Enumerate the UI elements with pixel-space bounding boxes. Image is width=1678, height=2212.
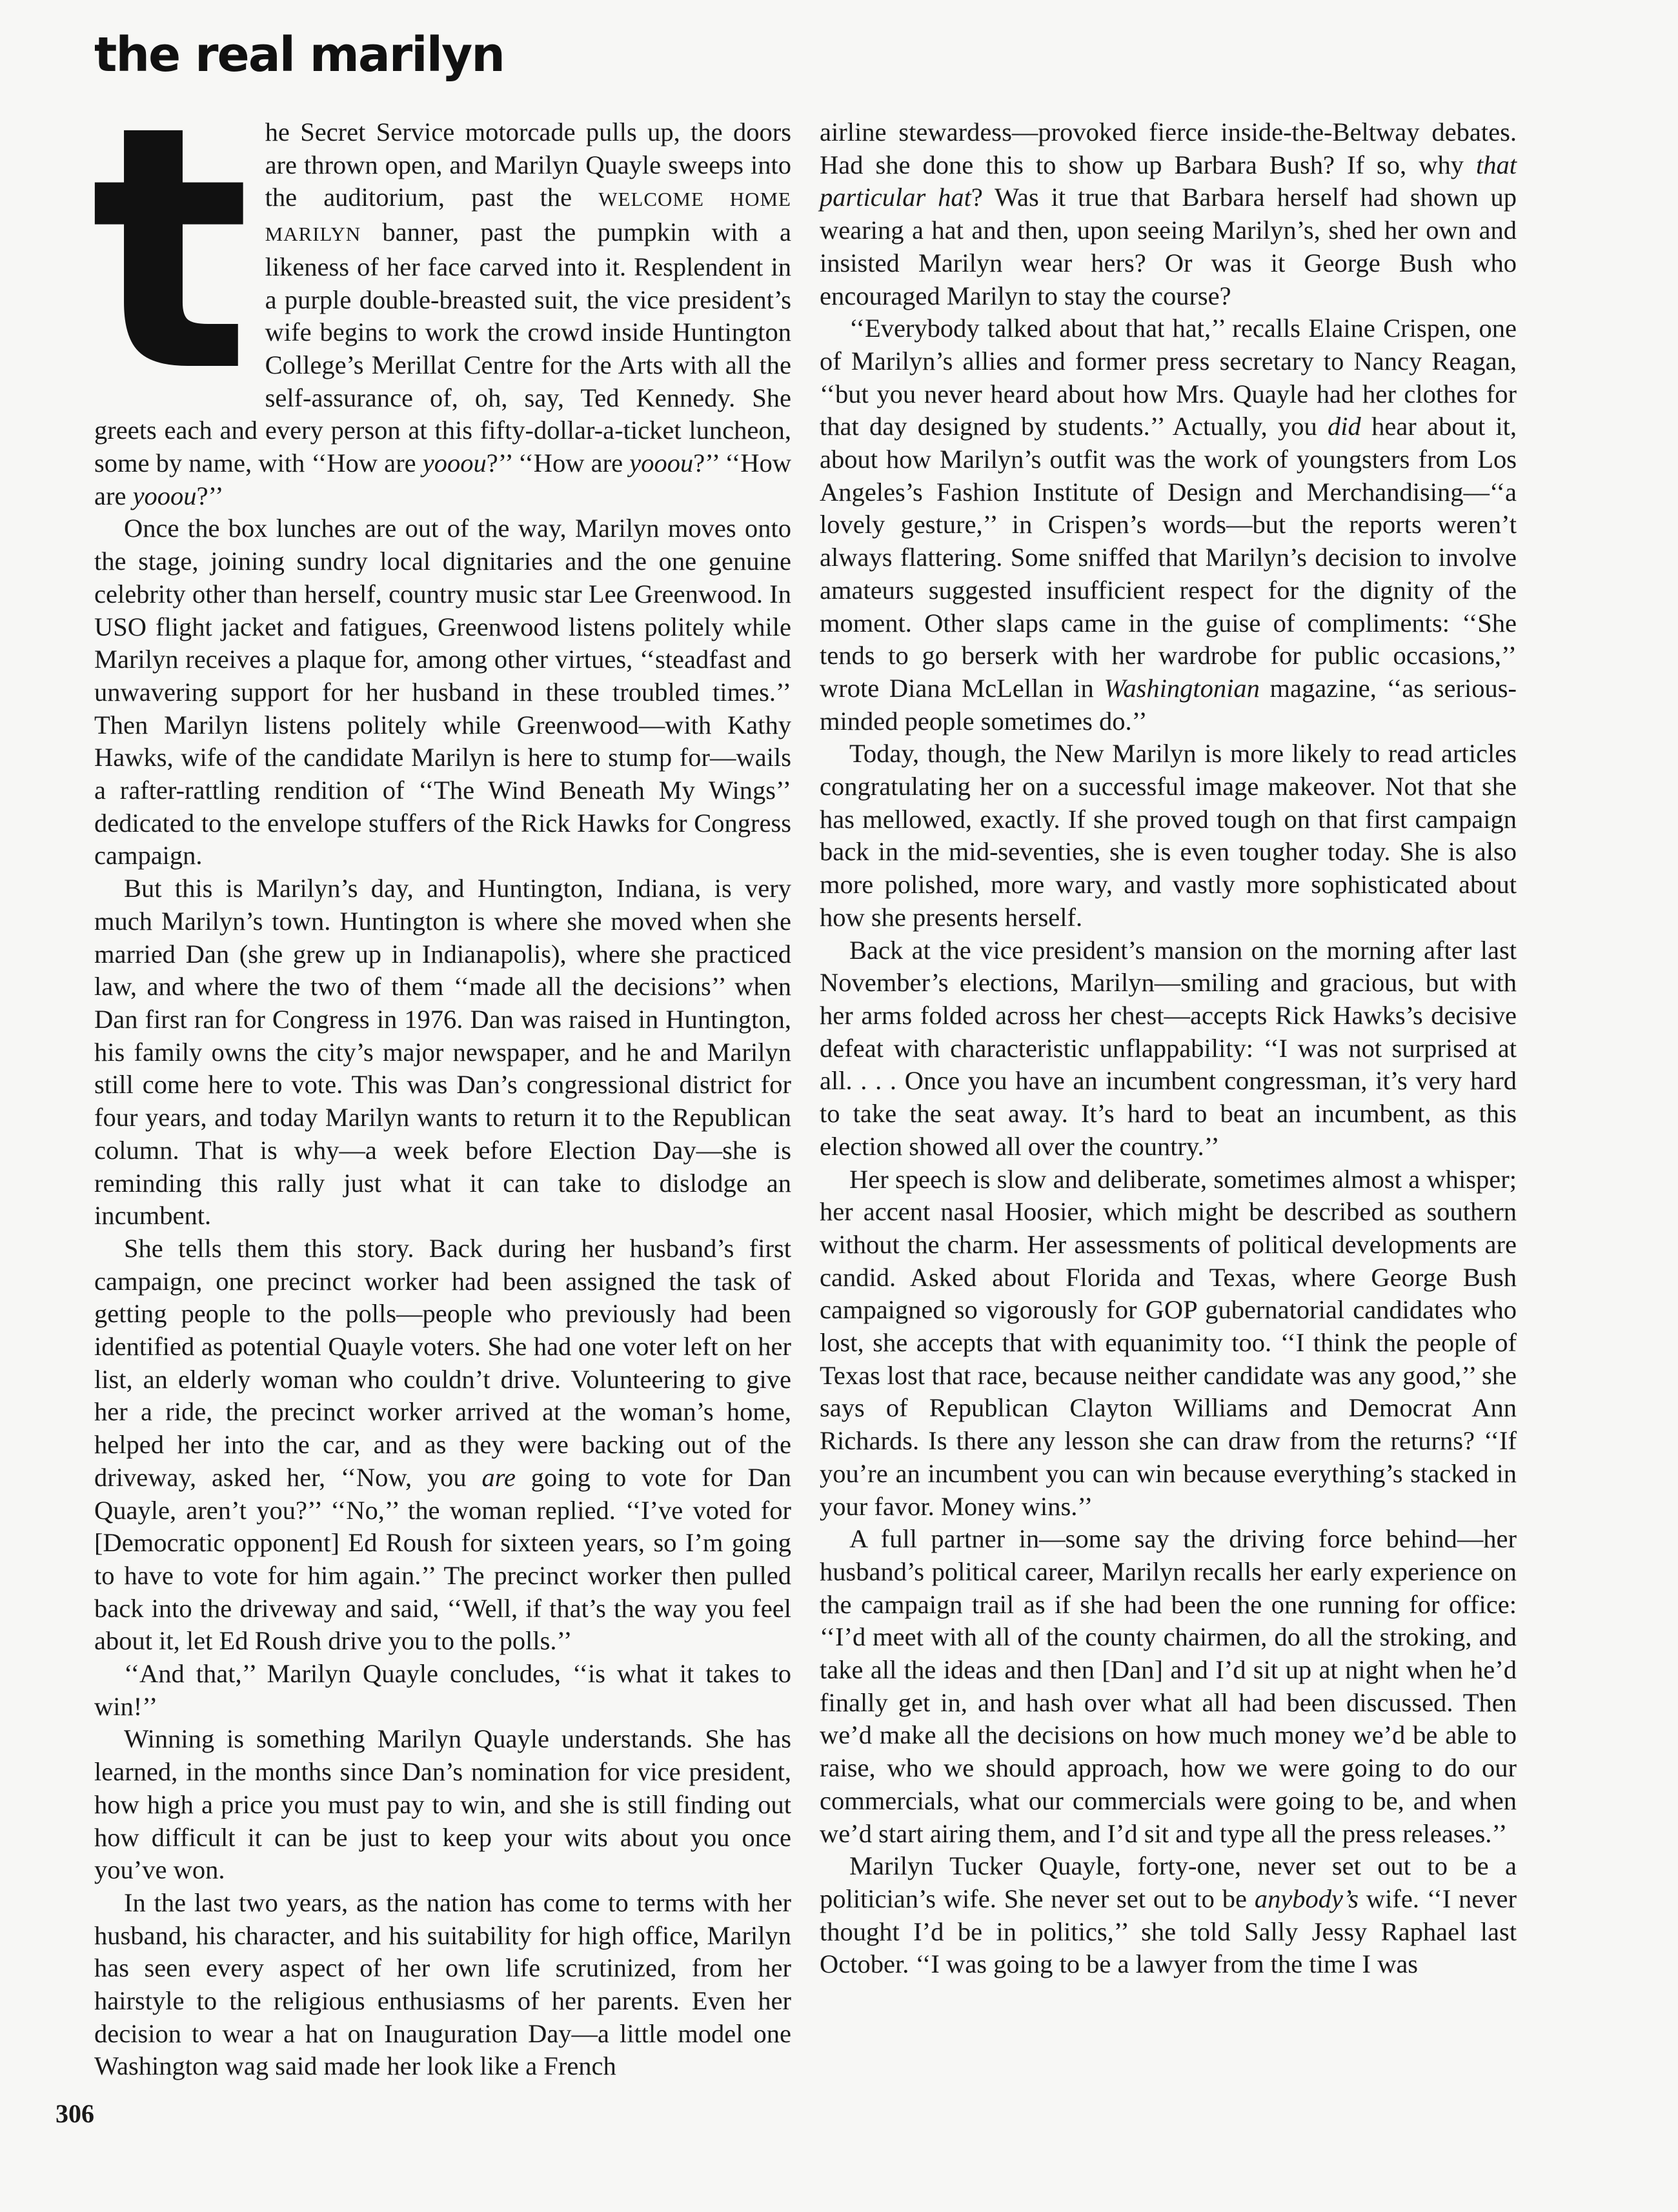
paragraph-3: But this is Marilyn’s day, and Huntington, Indiana, is very much Marilyn’s town. Huntington is where she moved when she married Dan (she grew up in Indianapolis), where she practiced law, and where the two of them ‘‘made all the decisions’’ when Dan first ran for Congress in 1976. Dan was raised in Huntington, his family owns the city’s major newspaper, and he and Marilyn still come here to vote. This was Dan’s congressional district for four years, and today Marilyn wants to return it to the Republican column. That is why—a week before Election Day—she is reminding this rally just what it can take to dislodge an incumbent. <box>94 874 791 1231</box>
italic-text: are <box>481 1462 516 1492</box>
paragraph-4 <box>94 1232 791 1658</box>
paragraph-8 <box>820 116 1517 312</box>
text-run: going to vote for Dan Quayle, aren’t you?’’ ‘‘No,’’ the woman replied. ‘‘I’ve voted for [Democratic opponent] Ed Roush for sixteen years, so I’m going to have to vote for him again.’’ The precinct worker then pulled back into the driveway and said, ‘‘Well, if that’s the way you feel about it, let Ed Roush drive you to the polls.’’ <box>94 1462 791 1656</box>
text-run: ?’’ ‘‘How are <box>94 448 791 510</box>
italic-text: yooou <box>132 481 197 510</box>
paragraph-14 <box>820 1850 1517 1981</box>
text-run: ?’’ <box>196 481 224 510</box>
paragraph-2: Once the box lunches are out of the way, Marilyn moves onto the stage, joining sundry local dignitaries and the one genuine celebrity other than herself, country music star Lee Greenwood. In USO flight jacket and fatigues, Greenwood listens politely while Marilyn receives a plaque for, among other virtues, ‘‘steadfast and unwavering support for her husband in these troubled times.’’ Then Marilyn listens politely while Greenwood—with Kathy Hawks, wife of the candidate Marilyn is here to stump for—wails a rafter-rattling rendition of ‘‘The Wind Beneath My Wings’’ dedicated to the envelope stuffers of the Rick Hawks for Congress campaign. <box>94 514 791 870</box>
text-run: wife. ‘‘I never thought I’d be in politics,’’ she told Sally Jessy Raphael last October. ‘‘I was going to be a lawyer from the time I was <box>820 1884 1517 1979</box>
text-run: magazine, ‘‘as serious-minded people sometimes do.’’ <box>820 673 1517 736</box>
text-run: hear about it, about how Marilyn’s outfit was the work of youngsters from Los Angeles’s Fashion Institute of Design and Merchandising—‘‘a lovely gesture,’’ in Crispen’s words—but the reports weren’t always flattering. Some sniffed that Marilyn’s decision to involve amateurs suggested insufficient respect for the dignity of the moment. Other slaps came in the guise of compliments: ‘‘She tends to go berserk with her wardrobe for public occasions,’’ wrote Diana McLellan in <box>820 412 1517 703</box>
small-caps-banner-text: WELCOME HOME MARILYN <box>265 188 791 246</box>
text-run: ? Was it true that Barbara herself had shown up wearing a hat and then, upon seeing Marilyn’s, shed her own and insisted Marilyn wear hers? Or was it George Bush who encouraged Marilyn to stay the course? <box>820 183 1517 310</box>
text-run: banner, past the pumpkin with a likeness of her face carved into it. Resplendent in a purple double-breasted suit, the vice president’s wife begins to work the crowd inside Huntington College’s Merillat Centre for the Arts with all the self-assurance of, oh, say, Ted Kennedy. She greets each and every person at this fifty-dollar-a-ticket luncheon, some by name, with ‘‘How are <box>94 217 791 478</box>
text-run: he Secret Service motorcade pulls up, the doors are thrown open, and Marilyn Quayle sweeps into the auditorium, past the <box>265 117 791 212</box>
paragraph-5: ‘‘And that,’’ Marilyn Quayle concludes, ‘‘is what it takes to win!’’ <box>94 1659 791 1721</box>
article-headline: the real marilyn <box>94 27 504 83</box>
italic-text: anybody’s <box>1254 1884 1359 1913</box>
paragraph-13: A full partner in—some say the driving force behind—her husband’s political career, Marilyn recalls her early experience on the campaign trail as if she had been the one running for office: ‘‘I’d meet with all of the county chairmen, do all the stroking, and take all the ideas and then [Dan] and I’d sit up at night when he’d finally get in, and hash over what all had been discussed. Then we’d make all the decisions on how much money we’d be able to raise, who we should approach, how we were going to do our commercials, what our commercials were going to be, and when we’d start airing them, and I’d sit and type all the press releases.’’ <box>820 1524 1517 1848</box>
drop-cap: t <box>90 54 251 445</box>
text-run: airline stewardess—provoked fierce inside-the-Beltway debates. Had she done this to show up Barbara Bush? If so, why <box>820 117 1517 179</box>
text-run: ?’’ ‘‘How are <box>486 448 630 478</box>
text-run: Marilyn Tucker Quayle, forty-one, never set out to be a politician’s wife. She never set out to be <box>820 1851 1517 1913</box>
page-number: 306 <box>56 2099 94 2128</box>
paragraph-10: Today, though, the New Marilyn is more likely to read articles congratulating her on a successful image makeover. Not that she has mellowed, exactly. If she proved tough on that first campaign back in the mid-seventies, she is even tougher today. She is also more polished, more wary, and vastly more sophisticated about how she presents herself. <box>820 739 1517 932</box>
right-column <box>820 116 1517 1981</box>
paragraph-7: In the last two years, as the nation has come to terms with her husband, his character, and his suitability for high office, Marilyn has seen every aspect of her own life scrutinized, from her hairstyle to the religious enthusiasms of her parents. Even her decision to wear a hat on Inauguration Day—a little model one Washington wag said made her look like a French <box>94 1887 791 2081</box>
italic-text: yooou <box>422 448 487 478</box>
paragraph-6: Winning is something Marilyn Quayle understands. She has learned, in the months since Dan’s nomination for vice president, how high a price you must pay to win, and she is still finding out how difficult it can be just to keep your wits about you once you’ve won. <box>94 1724 791 1885</box>
text-run: ‘‘Everybody talked about that hat,’’ recalls Elaine Crispen, one of Marilyn’s allies and former press secretary to Nancy Reagan, ‘‘but you never heard about how Mrs. Quayle had her clothes for that day designed by students.’’ Actually, you <box>820 314 1517 441</box>
paragraph-9 <box>820 312 1517 738</box>
paragraph-12: Her speech is slow and deliberate, sometimes almost a whisper; her accent nasal Hoosier, which might be described as southern without the charm. Her assessments of political developments are candid. Asked about Florida and Texas, where George Bush campaigned so vigorously for GOP gubernatorial candidates who lost, she accepts that with equanimity too. ‘‘I think the people of Texas lost that race, because neither candidate was any good,’’ she says of Republican Clayton Williams and Democrat Ann Richards. Is there any lesson she can draw from the returns? ‘‘If you’re an incumbent you can win because everything’s stacked in your favor. Money wins.’’ <box>820 1164 1517 1521</box>
italic-text: that particular hat <box>820 150 1517 212</box>
italic-text: did <box>1328 412 1361 441</box>
paragraph-11: Back at the vice president’s mansion on the morning after last November’s elections, Marilyn—smiling and gracious, but with her arms folded across her chest—accepts Rick Hawks’s decisive defeat with characteristic unflappability: ‘‘I was not surprised at all. . . . Once you have an incumbent congressman, it’s very hard to take the seat away. It’s hard to beat an incumbent, as this election showed all over the country.’’ <box>820 935 1517 1161</box>
text-run: She tells them this story. Back during her husband’s first campaign, one precinct worker had been assigned the task of getting people to the polls—people who previously had been identified as potential Quayle voters. She had one voter left on her list, an elderly woman who couldn’t drive. Volunteering to give her a ride, the precinct worker arrived at the woman’s home, helped her into the car, and as they were backing out of the driveway, asked her, ‘‘Now, you <box>94 1233 791 1492</box>
italic-text: Washingtonian <box>1104 673 1260 703</box>
italic-text: yooou <box>629 448 694 478</box>
